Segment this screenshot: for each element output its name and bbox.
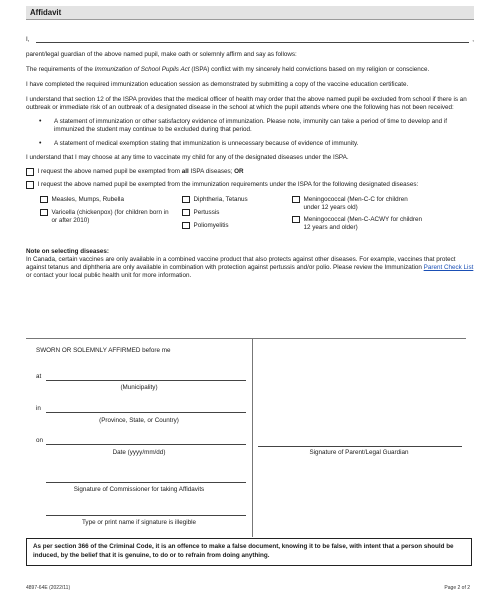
- commissioner-signature-field[interactable]: [46, 477, 246, 483]
- exempt-all-label: [38, 168, 244, 176]
- in-label: in: [36, 405, 41, 412]
- parent-signature-field[interactable]: [258, 441, 462, 447]
- act-name: Immunization of School Pupils Act: [94, 66, 190, 74]
- men-c-acwy-label: Meningococcal (Men-C-ACWY for children 12 years and older): [303, 215, 423, 231]
- mmr-checkbox[interactable]: [40, 196, 48, 204]
- disease-polio: [182, 222, 282, 230]
- pertussis-checkbox[interactable]: [182, 209, 190, 217]
- varicella-label: Varicella (chickenpox) (for children born in or after 2010): [51, 208, 169, 224]
- column-divider: [252, 339, 253, 537]
- disease-diphtheria-tetanus: [182, 196, 282, 204]
- section-header: [26, 6, 474, 20]
- polio-label: Poliomyelitis: [193, 221, 229, 229]
- conflict-text-end: (ISPA) conflict with my sincerely held convictions based on my religion or conscience.: [189, 66, 430, 74]
- line-end-comma: ,: [472, 35, 474, 43]
- disease-men-c-acwy: [292, 216, 422, 232]
- guardian-statement: parent/legal guardian of the above named pupil, make oath or solemnly affirm and say as follows:: [26, 51, 297, 58]
- date-field[interactable]: [46, 439, 246, 445]
- disease-men-c-c: [292, 196, 422, 212]
- choose-statement: I understand that I may choose at any time to vaccinate my child for any of the designated diseases under the ISPA.: [26, 154, 349, 162]
- exempt-some-option: [26, 181, 474, 189]
- exempt-all-option: [26, 168, 474, 176]
- exclusion-conditions-list: [26, 118, 474, 148]
- on-label: on: [36, 437, 44, 444]
- parent-check-list-link[interactable]: Parent Check List: [423, 263, 474, 271]
- note-text-end: or contact your local public health unit for more information.: [26, 271, 192, 279]
- disease-varicella: [40, 209, 170, 225]
- sworn-section: [26, 338, 466, 536]
- men-c-acwy-checkbox[interactable]: [292, 216, 300, 224]
- conflict-text-start: The requirements of the: [26, 66, 95, 74]
- pertussis-label: Pertussis: [193, 208, 220, 216]
- sworn-heading: SWORN OR SOLEMNLY AFFIRMED before me: [36, 347, 171, 354]
- polio-checkbox[interactable]: [182, 222, 190, 230]
- dt-checkbox[interactable]: [182, 196, 190, 204]
- exempt-all-bold: all: [181, 168, 189, 176]
- disease-checkbox-grid: [26, 196, 474, 238]
- mmr-label: Measles, Mumps, Rubella: [51, 195, 124, 203]
- men-c-c-label: Meningococcal (Men-C-C for children under 12 years old): [303, 195, 408, 211]
- section12-statement: I understand that section 12 of the ISPA provides that the medical officer of health may order that the above named pupil be excluded from school if there is an outbreak or immediate risk of an outbreak of a designated disease in the school at which the pupil attends where one the following has not been received:: [26, 96, 467, 112]
- form-number: 4897-64E (2022/11): [26, 585, 71, 591]
- list-item: • A statement of medical exemption stating that immunization is unnecessary because of evidence of immunity.: [26, 140, 474, 148]
- date-label: Date (yyyy/mm/dd): [112, 449, 166, 456]
- at-label: at: [36, 373, 42, 380]
- men-c-c-checkbox[interactable]: [292, 196, 300, 204]
- municipality-field[interactable]: [46, 375, 246, 381]
- exempt-all-text: I request the above named pupil be exempted from: [37, 168, 182, 176]
- list-item: • A statement of immunization or other satisfactory evidence of immunization. Please note, immunity can take a period of time to develop and if immunized the student may continue to be excluded during that period.: [26, 118, 474, 134]
- i-label: I,: [26, 35, 30, 43]
- exempt-some-checkbox[interactable]: [26, 181, 34, 189]
- municipality-label: (Municipality): [120, 384, 158, 391]
- exempt-all-text-2: ISPA diseases;: [188, 168, 235, 176]
- parent-signature-label: Signature of Parent/Legal Guardian: [309, 449, 409, 456]
- commissioner-signature-label: Signature of Commissioner for taking Affidavits: [73, 486, 205, 493]
- criminal-code-warning: As per section 366 of the Criminal Code, it is an offence to make a false document, knowing it to be false, with intent that a person should be induced, by the belief that it is genuine, to do or to refrain from doing anything.: [26, 538, 472, 566]
- declarant-name-row: [26, 35, 474, 44]
- conflict-statement: [26, 66, 474, 74]
- exempt-some-label: I request the above named pupil be exempted from the immunization requirements under the ISPA for the following designated diseases:: [37, 181, 419, 189]
- declarant-name-field[interactable]: [36, 42, 470, 43]
- page-number: Page 2 of 2: [444, 585, 470, 591]
- printed-name-label: Type or print name if signature is illegible: [81, 519, 197, 526]
- affidavit-form: [26, 6, 474, 280]
- dt-label: Diphtheria, Tetanus: [193, 195, 248, 203]
- varicella-checkbox[interactable]: [40, 209, 48, 217]
- note-title: Note on selecting diseases:: [26, 247, 109, 255]
- printed-name-field[interactable]: [46, 510, 246, 516]
- or-label: OR: [234, 168, 244, 176]
- section-title: Affidavit: [30, 8, 62, 17]
- note-text: [26, 256, 474, 280]
- province-field[interactable]: [46, 407, 246, 413]
- education-statement: I have completed the required immunization education session as demonstrated by submitting a copy of the vaccine education certificate.: [26, 81, 409, 89]
- disease-pertussis: [182, 209, 282, 217]
- disease-mmr: [40, 196, 160, 204]
- exempt-all-checkbox[interactable]: [26, 168, 34, 176]
- note-text-start: In Canada, certain vaccines are only available in a combined vaccine product that also protects against other diseases. For example, vaccines that protect against tetanus and diphtheria are only available in combination with protection against pertussis and/or polio. Please review the Immunization: [26, 255, 456, 271]
- province-label: (Province, State, or Country): [99, 417, 179, 424]
